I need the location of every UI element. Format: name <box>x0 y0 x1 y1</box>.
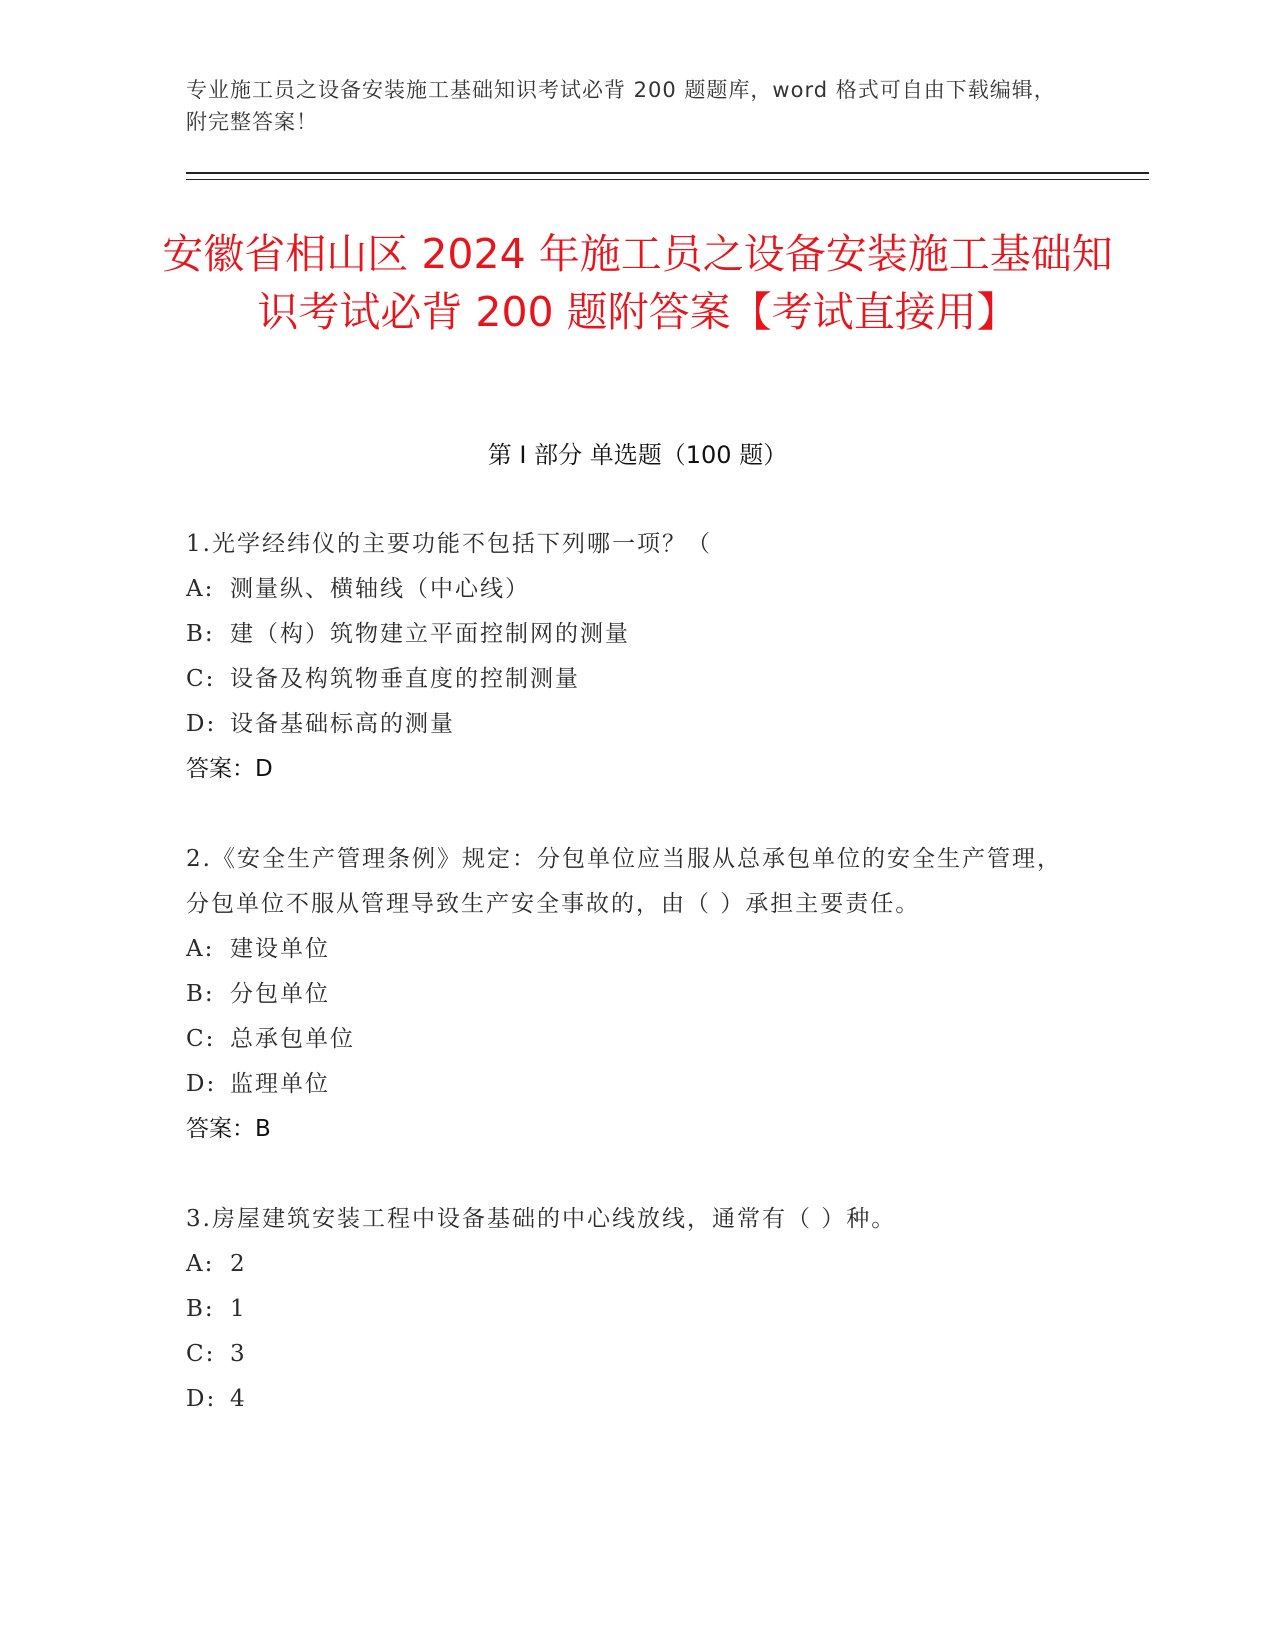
option-d <box>186 1062 1086 1107</box>
option-b <box>186 1287 1086 1332</box>
option-key: D: <box>186 1386 217 1412</box>
option-a <box>186 1242 1086 1287</box>
option-key: A: <box>186 1251 215 1277</box>
option-c <box>186 1332 1086 1377</box>
option-text: 监理单位 <box>230 1071 330 1097</box>
question-stem: 3.房屋建筑安装工程中设备基础的中心线放线，通常有（ ）种。 <box>186 1206 897 1232</box>
header-rule-thick <box>186 172 1149 174</box>
option-text: 4 <box>230 1386 247 1412</box>
option-key: B: <box>186 981 215 1007</box>
option-text: 建（构）筑物建立平面控制网的测量 <box>230 621 630 647</box>
option-key: D: <box>186 711 217 737</box>
header-rule-thin <box>186 179 1149 180</box>
option-key: D: <box>186 1071 217 1097</box>
option-key: A: <box>186 576 215 602</box>
answer-line: 答案：B <box>186 1116 271 1142</box>
question-stem: 1.光学经纬仪的主要功能不包括下列哪一项？（ <box>186 531 712 557</box>
document-title: 安徽省相山区 2024 年施工员之设备安装施工基础知识考试必背 200 题附答案【考试直接用】 <box>162 230 1113 336</box>
option-text: 设备基础标高的测量 <box>230 711 455 737</box>
option-c <box>186 657 1086 702</box>
option-text: 总承包单位 <box>230 1026 355 1052</box>
option-text: 2 <box>230 1251 247 1277</box>
option-key: A: <box>186 936 215 962</box>
question-spacer <box>186 792 1086 837</box>
question-1 <box>186 522 1086 792</box>
option-key: C: <box>186 666 216 692</box>
option-a <box>186 927 1086 972</box>
option-text: 测量纵、横轴线（中心线） <box>230 576 530 602</box>
answer-line: 答案：D <box>186 756 273 782</box>
option-text: 3 <box>230 1341 247 1367</box>
option-text: 1 <box>230 1296 247 1322</box>
option-b <box>186 612 1086 657</box>
option-a <box>186 567 1086 612</box>
option-c <box>186 1017 1086 1062</box>
question-stem: 2.《安全生产管理条例》规定：分包单位应当服从总承包单位的安全生产管理，分包单位不服从管理导致生产安全事故的，由（ ）承担主要责任。 <box>186 846 1062 917</box>
option-key: B: <box>186 621 215 647</box>
option-d <box>186 702 1086 747</box>
question-spacer <box>186 1152 1086 1197</box>
section-title: 第 I 部分 单选题（100 题） <box>487 441 788 469</box>
option-key: B: <box>186 1296 215 1322</box>
option-key: C: <box>186 1026 216 1052</box>
question-list <box>186 522 1086 1422</box>
option-key: C: <box>186 1341 216 1367</box>
question-2 <box>186 837 1086 1152</box>
option-text: 建设单位 <box>230 936 330 962</box>
option-text: 设备及构筑物垂直度的控制测量 <box>230 666 580 692</box>
header-note: 专业施工员之设备安装施工基础知识考试必背 200 题题库，word 格式可自由下载编辑，附完整答案！ <box>186 78 1056 134</box>
option-d <box>186 1377 1086 1422</box>
question-3 <box>186 1197 1086 1422</box>
option-text: 分包单位 <box>230 981 330 1007</box>
option-b <box>186 972 1086 1017</box>
